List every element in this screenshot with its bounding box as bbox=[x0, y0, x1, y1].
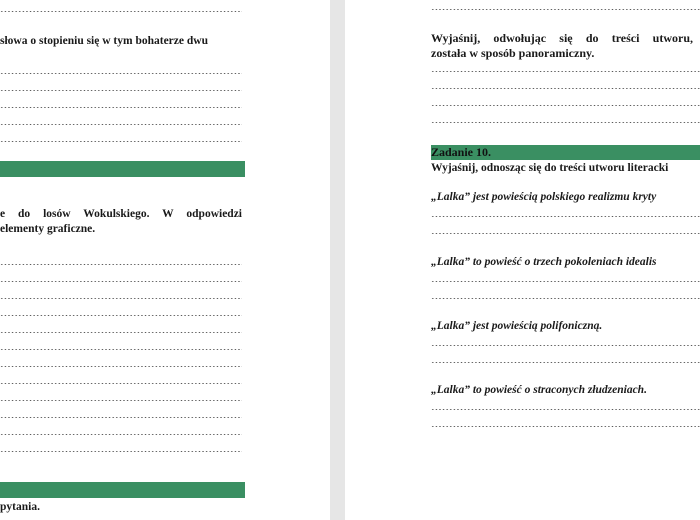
answer-line bbox=[0, 124, 242, 125]
answer-line bbox=[0, 281, 242, 282]
answer-line bbox=[0, 366, 242, 367]
answer-line bbox=[431, 71, 700, 72]
answer-line bbox=[431, 298, 700, 299]
answer-line bbox=[431, 409, 700, 410]
answer-line bbox=[431, 88, 700, 89]
statement-1: „Lalka” jest powieścią polskiego realizmu kryty bbox=[431, 191, 657, 203]
statement-4: „Lalka” to powieść o straconych złudzeniach. bbox=[431, 384, 647, 396]
task-10-title: Zadanie 10. bbox=[431, 145, 492, 159]
answer-line bbox=[0, 107, 242, 108]
answer-line bbox=[0, 383, 242, 384]
answer-line bbox=[431, 233, 700, 234]
task-9-text-line: Wyjaśnij, odwołując się do treści utworu, bbox=[431, 31, 693, 45]
answer-line bbox=[431, 345, 700, 346]
question-fragment: pytania. bbox=[0, 501, 40, 513]
answer-line bbox=[0, 11, 242, 12]
section-header-bar bbox=[0, 482, 245, 498]
answer-line bbox=[431, 105, 700, 106]
statement-3: „Lalka” jest powieścią polifoniczną. bbox=[431, 320, 603, 332]
answer-line bbox=[0, 434, 242, 435]
answer-line bbox=[0, 90, 242, 91]
answer-line bbox=[0, 451, 242, 452]
question-fragment: słowa o stopieniu się w tym bohaterze dwu bbox=[0, 35, 208, 47]
answer-line bbox=[431, 362, 700, 363]
question-text-line: elementy graficzne. bbox=[0, 223, 96, 235]
answer-line bbox=[0, 141, 242, 142]
answer-line bbox=[431, 9, 700, 10]
answer-line bbox=[0, 264, 242, 265]
statement-2: „Lalka” to powieść o trzech pokoleniach idealis bbox=[431, 256, 657, 268]
answer-line bbox=[0, 315, 242, 316]
answer-line bbox=[431, 122, 700, 123]
answer-line bbox=[0, 417, 242, 418]
answer-line bbox=[431, 281, 700, 282]
answer-line bbox=[431, 426, 700, 427]
answer-line bbox=[431, 216, 700, 217]
document-page-left bbox=[0, 0, 330, 520]
section-header-bar bbox=[0, 161, 245, 177]
answer-line bbox=[0, 73, 242, 74]
answer-line bbox=[0, 400, 242, 401]
task-9-text-line: została w sposób panoramiczny. bbox=[431, 46, 595, 60]
answer-line bbox=[0, 349, 242, 350]
question-text-line: e do losów Wokulskiego. W odpowiedzi bbox=[0, 208, 242, 220]
document-page-right bbox=[345, 0, 700, 520]
task-10-instruction: Wyjaśnij, odnosząc się do treści utworu literacki bbox=[431, 162, 669, 174]
answer-line bbox=[0, 298, 242, 299]
answer-line bbox=[0, 332, 242, 333]
